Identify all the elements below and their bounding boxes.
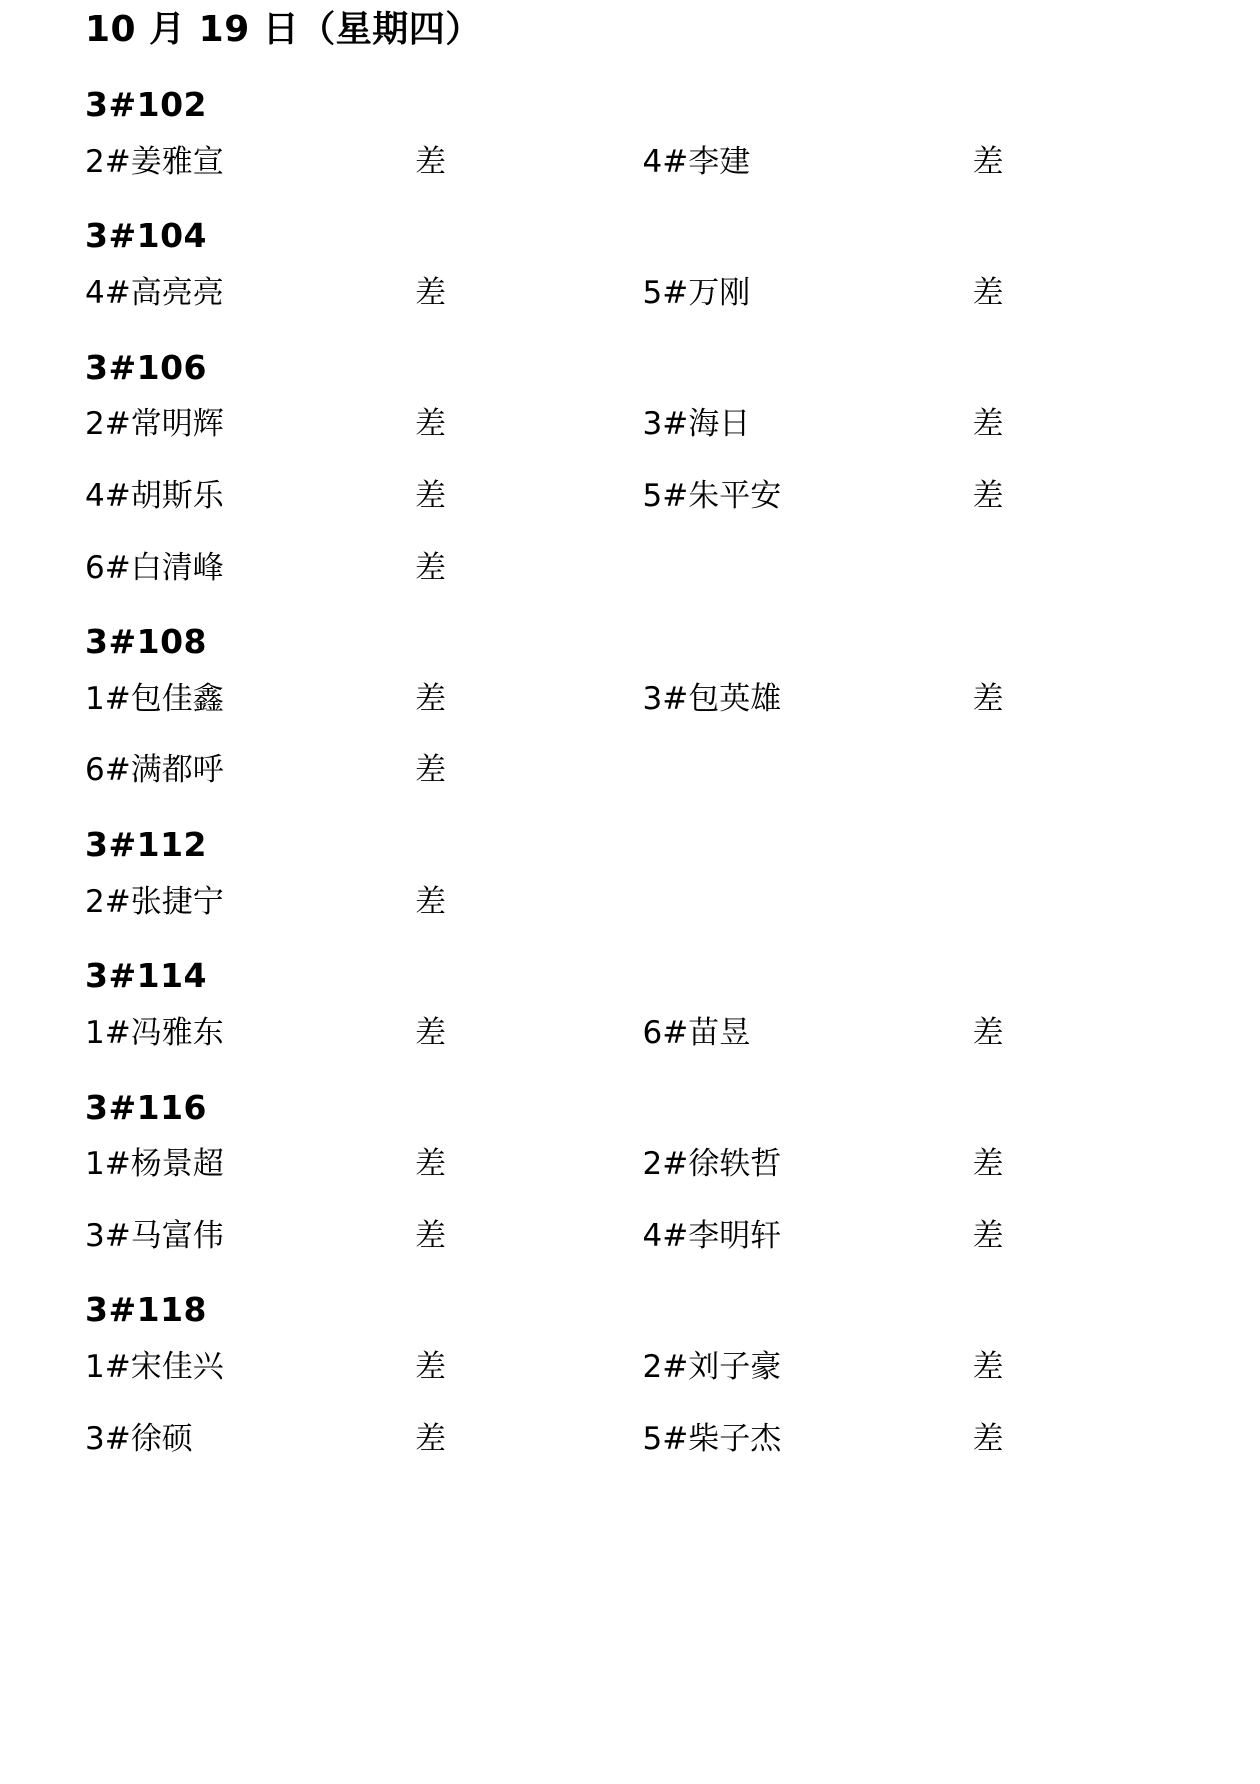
room-number: 3#106 bbox=[85, 347, 207, 387]
table-row bbox=[85, 276, 1200, 312]
status-badge: 差 bbox=[972, 1217, 1004, 1254]
room-number: 3#114 bbox=[85, 956, 207, 996]
room-block bbox=[85, 1290, 1200, 1457]
page-title: 10 月 19 日（星期四） bbox=[85, 9, 482, 50]
table-row bbox=[85, 145, 1200, 181]
status-badge: 差 bbox=[415, 1217, 446, 1254]
status-badge: 差 bbox=[415, 477, 446, 514]
occupant-cell bbox=[85, 1422, 643, 1458]
room-block bbox=[85, 1088, 1200, 1255]
room-number: 3#116 bbox=[85, 1087, 207, 1127]
status-badge: 差 bbox=[972, 406, 1004, 443]
occupant-name: 6#苗昱 bbox=[642, 1014, 751, 1051]
occupant-cell bbox=[85, 407, 643, 443]
occupant-cell bbox=[643, 1422, 1201, 1458]
status-badge: 差 bbox=[972, 477, 1004, 514]
status-badge: 差 bbox=[415, 1014, 446, 1051]
status-badge: 差 bbox=[415, 143, 446, 180]
occupant-cell bbox=[643, 276, 1201, 312]
status-badge: 差 bbox=[972, 1014, 1004, 1051]
room-block bbox=[85, 622, 1200, 789]
occupant-name: 1#冯雅东 bbox=[85, 1014, 224, 1051]
occupant-name: 3#徐硕 bbox=[85, 1420, 193, 1457]
occupant-cell bbox=[85, 1016, 643, 1052]
occupant-cell bbox=[643, 1350, 1201, 1386]
occupant-name: 2#张捷宁 bbox=[85, 883, 224, 920]
occupant-cell bbox=[85, 753, 643, 789]
room-block bbox=[85, 216, 1200, 311]
occupant-name: 4#李明轩 bbox=[642, 1217, 782, 1254]
occupant-cell bbox=[85, 145, 643, 181]
occupant-name: 4#高亮亮 bbox=[85, 275, 224, 312]
occupant-cell bbox=[85, 276, 643, 312]
occupant-cell bbox=[643, 145, 1201, 181]
table-row bbox=[85, 1350, 1200, 1386]
status-badge: 差 bbox=[415, 680, 446, 717]
status-badge: 差 bbox=[972, 143, 1004, 180]
occupant-name: 5#万刚 bbox=[642, 275, 751, 312]
occupant-name: 3#马富伟 bbox=[85, 1217, 224, 1254]
table-row bbox=[85, 407, 1200, 443]
occupant-name: 3#包英雄 bbox=[642, 680, 782, 717]
occupant-cell bbox=[643, 407, 1201, 443]
table-row bbox=[85, 479, 1200, 515]
room-number: 3#104 bbox=[85, 216, 207, 256]
status-badge: 差 bbox=[972, 275, 1004, 312]
occupant-name: 5#柴子杰 bbox=[642, 1420, 782, 1457]
room-block bbox=[85, 85, 1200, 180]
status-badge: 差 bbox=[415, 1146, 446, 1183]
occupant-name: 6#白清峰 bbox=[85, 549, 224, 586]
occupant-cell bbox=[643, 1147, 1201, 1183]
occupant-cell bbox=[85, 1350, 643, 1386]
table-row bbox=[85, 1147, 1200, 1183]
status-badge: 差 bbox=[972, 680, 1004, 717]
occupant-name: 1#宋佳兴 bbox=[85, 1348, 224, 1385]
status-badge: 差 bbox=[415, 883, 446, 920]
room-list bbox=[85, 85, 1200, 1457]
room-number: 3#102 bbox=[85, 85, 207, 125]
table-row bbox=[85, 1422, 1200, 1458]
status-badge: 差 bbox=[972, 1146, 1004, 1183]
table-row bbox=[85, 1016, 1200, 1052]
table-row bbox=[85, 753, 1200, 789]
table-row bbox=[85, 885, 1200, 921]
occupant-cell bbox=[85, 1219, 643, 1255]
occupant-cell bbox=[85, 885, 643, 921]
occupant-name: 1#包佳鑫 bbox=[85, 680, 224, 717]
occupant-cell bbox=[643, 1219, 1201, 1255]
room-block bbox=[85, 348, 1200, 587]
status-badge: 差 bbox=[415, 752, 446, 789]
occupant-name: 2#姜雅宣 bbox=[85, 143, 224, 180]
occupant-cell bbox=[85, 551, 643, 587]
room-number: 3#108 bbox=[85, 622, 207, 662]
occupant-name: 1#杨景超 bbox=[85, 1146, 224, 1183]
status-badge: 差 bbox=[415, 275, 446, 312]
status-badge: 差 bbox=[972, 1348, 1004, 1385]
occupant-cell bbox=[85, 479, 643, 515]
status-badge: 差 bbox=[972, 1420, 1004, 1457]
occupant-name: 4#李建 bbox=[642, 143, 751, 180]
table-row bbox=[85, 682, 1200, 718]
status-badge: 差 bbox=[415, 1348, 446, 1385]
table-row bbox=[85, 1219, 1200, 1255]
occupant-cell bbox=[85, 1147, 643, 1183]
occupant-name: 2#刘子豪 bbox=[642, 1348, 782, 1385]
room-block bbox=[85, 825, 1200, 920]
room-number: 3#118 bbox=[85, 1290, 207, 1330]
occupant-name: 2#常明辉 bbox=[85, 406, 224, 443]
occupant-cell bbox=[643, 479, 1201, 515]
occupant-cell bbox=[643, 1016, 1201, 1052]
occupant-name: 4#胡斯乐 bbox=[85, 477, 224, 514]
status-badge: 差 bbox=[415, 406, 446, 443]
occupant-name: 6#满都呼 bbox=[85, 752, 224, 789]
status-badge: 差 bbox=[415, 549, 446, 586]
status-badge: 差 bbox=[415, 1420, 446, 1457]
occupant-cell bbox=[643, 682, 1201, 718]
occupant-name: 2#徐轶哲 bbox=[642, 1146, 782, 1183]
room-number: 3#112 bbox=[85, 825, 207, 865]
occupant-name: 5#朱平安 bbox=[642, 477, 782, 514]
room-block bbox=[85, 956, 1200, 1051]
table-row bbox=[85, 551, 1200, 587]
occupant-name: 3#海日 bbox=[642, 406, 751, 443]
occupant-cell bbox=[85, 682, 643, 718]
